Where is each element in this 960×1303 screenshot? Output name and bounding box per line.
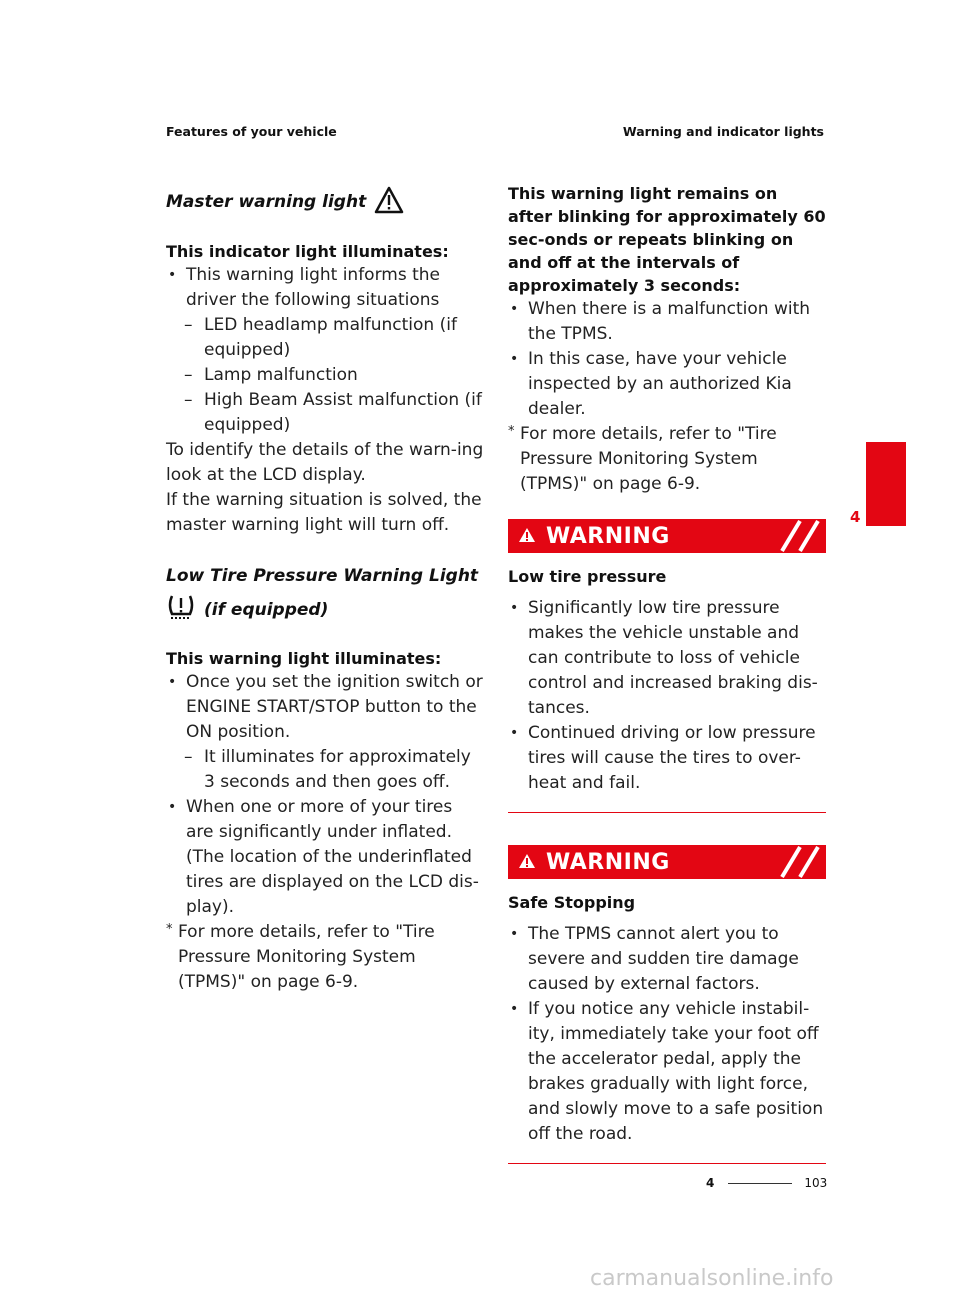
warning-banner-2: WARNING bbox=[508, 845, 826, 879]
right-column bbox=[508, 182, 826, 1164]
right-bullet: • When there is a malfunction with the TPMS. bbox=[508, 297, 826, 347]
right-bullet-cont: • In this case, have your vehicle inspected by an authorized Kia dealer. bbox=[508, 347, 826, 422]
master-dash-1: – LED headlamp malfunction (if equipped) bbox=[166, 313, 484, 363]
warning-triangle-icon bbox=[518, 524, 536, 549]
master-warning-title: Master warning light bbox=[166, 182, 484, 222]
tire-bullet-1: • Once you set the ignition switch or ENGINE START/STOP button to the ON position. bbox=[166, 670, 484, 745]
note-asterisk: * bbox=[166, 922, 173, 937]
warning-triangle-icon bbox=[518, 850, 536, 875]
header-right: Warning and indicator lights bbox=[622, 124, 824, 139]
master-bullet: • This warning light informs the driver the following situations bbox=[166, 263, 484, 313]
tire-pressure-icon bbox=[166, 592, 196, 627]
master-subhead: This indicator light illuminates: bbox=[166, 242, 449, 261]
tire-subhead: This warning light illuminates: bbox=[166, 649, 442, 668]
page-footer bbox=[706, 1176, 827, 1190]
master-para-2: If the warning situation is solved, the master warning light will turn off. bbox=[166, 490, 482, 535]
header-left: Features of your vehicle bbox=[166, 124, 337, 139]
left-column bbox=[166, 182, 484, 995]
footer-page-number: 103 bbox=[804, 1176, 828, 1190]
footer-chapter: 4 bbox=[706, 1176, 715, 1190]
warning-banner-1: WARNING bbox=[508, 519, 826, 553]
tire-warning-title-2: (if equipped) bbox=[166, 592, 484, 627]
tire-warning-title: Low Tire Pressure Warning Light bbox=[166, 566, 479, 586]
footer-rule bbox=[728, 1183, 792, 1184]
right-note: * For more details, refer to "Tire Pressure Monitoring System (TPMS)" on page 6-9. bbox=[508, 422, 826, 497]
warning2-bullet-2: • If you notice any vehicle instabil-ity, immediately take your foot off the accelerator pedal, apply the brakes gradually with light force, and slowly move to a safe position off the road. bbox=[508, 997, 826, 1147]
tire-note: * For more details, refer to "Tire Pressure Monitoring System (TPMS)" on page 6-9. bbox=[166, 920, 484, 995]
master-dash-2: – Lamp malfunction bbox=[166, 363, 484, 388]
warning-triangle-icon bbox=[374, 186, 404, 219]
warning2-heading: Safe Stopping bbox=[508, 893, 636, 912]
warning1-bullet-1: • Significantly low tire pressure makes the vehicle unstable and can contribute to loss of vehicle control and increased braking dis-tances. bbox=[508, 596, 826, 721]
slash-decoration bbox=[778, 519, 822, 553]
warning1-bullet-2: • Continued driving or low pressure tires will cause the tires to over-heat and fail. bbox=[508, 721, 826, 796]
warning2-bullet-1: • The TPMS cannot alert you to severe and sudden tire damage caused by external factors. bbox=[508, 922, 826, 997]
warning1-heading: Low tire pressure bbox=[508, 567, 667, 586]
master-para-1: To identify the details of the warn-ing look at the LCD display. bbox=[166, 440, 484, 485]
warning2-rule bbox=[508, 1163, 826, 1164]
note-asterisk: * bbox=[508, 424, 515, 439]
chapter-side-tab bbox=[866, 442, 906, 526]
master-dash-3: – High Beam Assist malfunction (if equipped) bbox=[166, 388, 484, 438]
tire-dash-1: – It illuminates for approximately 3 seconds and then goes off. bbox=[166, 745, 484, 795]
slash-decoration bbox=[778, 845, 822, 879]
watermark: carmanualsonline.info bbox=[590, 1266, 834, 1291]
right-subhead: This warning light remains on after blinking for approximately 60 sec-onds or repeats blinking on and off at the intervals of approximately 3 seconds: bbox=[508, 184, 826, 295]
tire-bullet-2: • When one or more of your tires are significantly under inflated. (The location of the underinflated tires are displayed on the LCD dis-play). bbox=[166, 795, 484, 920]
chapter-side-number: 4 bbox=[850, 508, 861, 526]
